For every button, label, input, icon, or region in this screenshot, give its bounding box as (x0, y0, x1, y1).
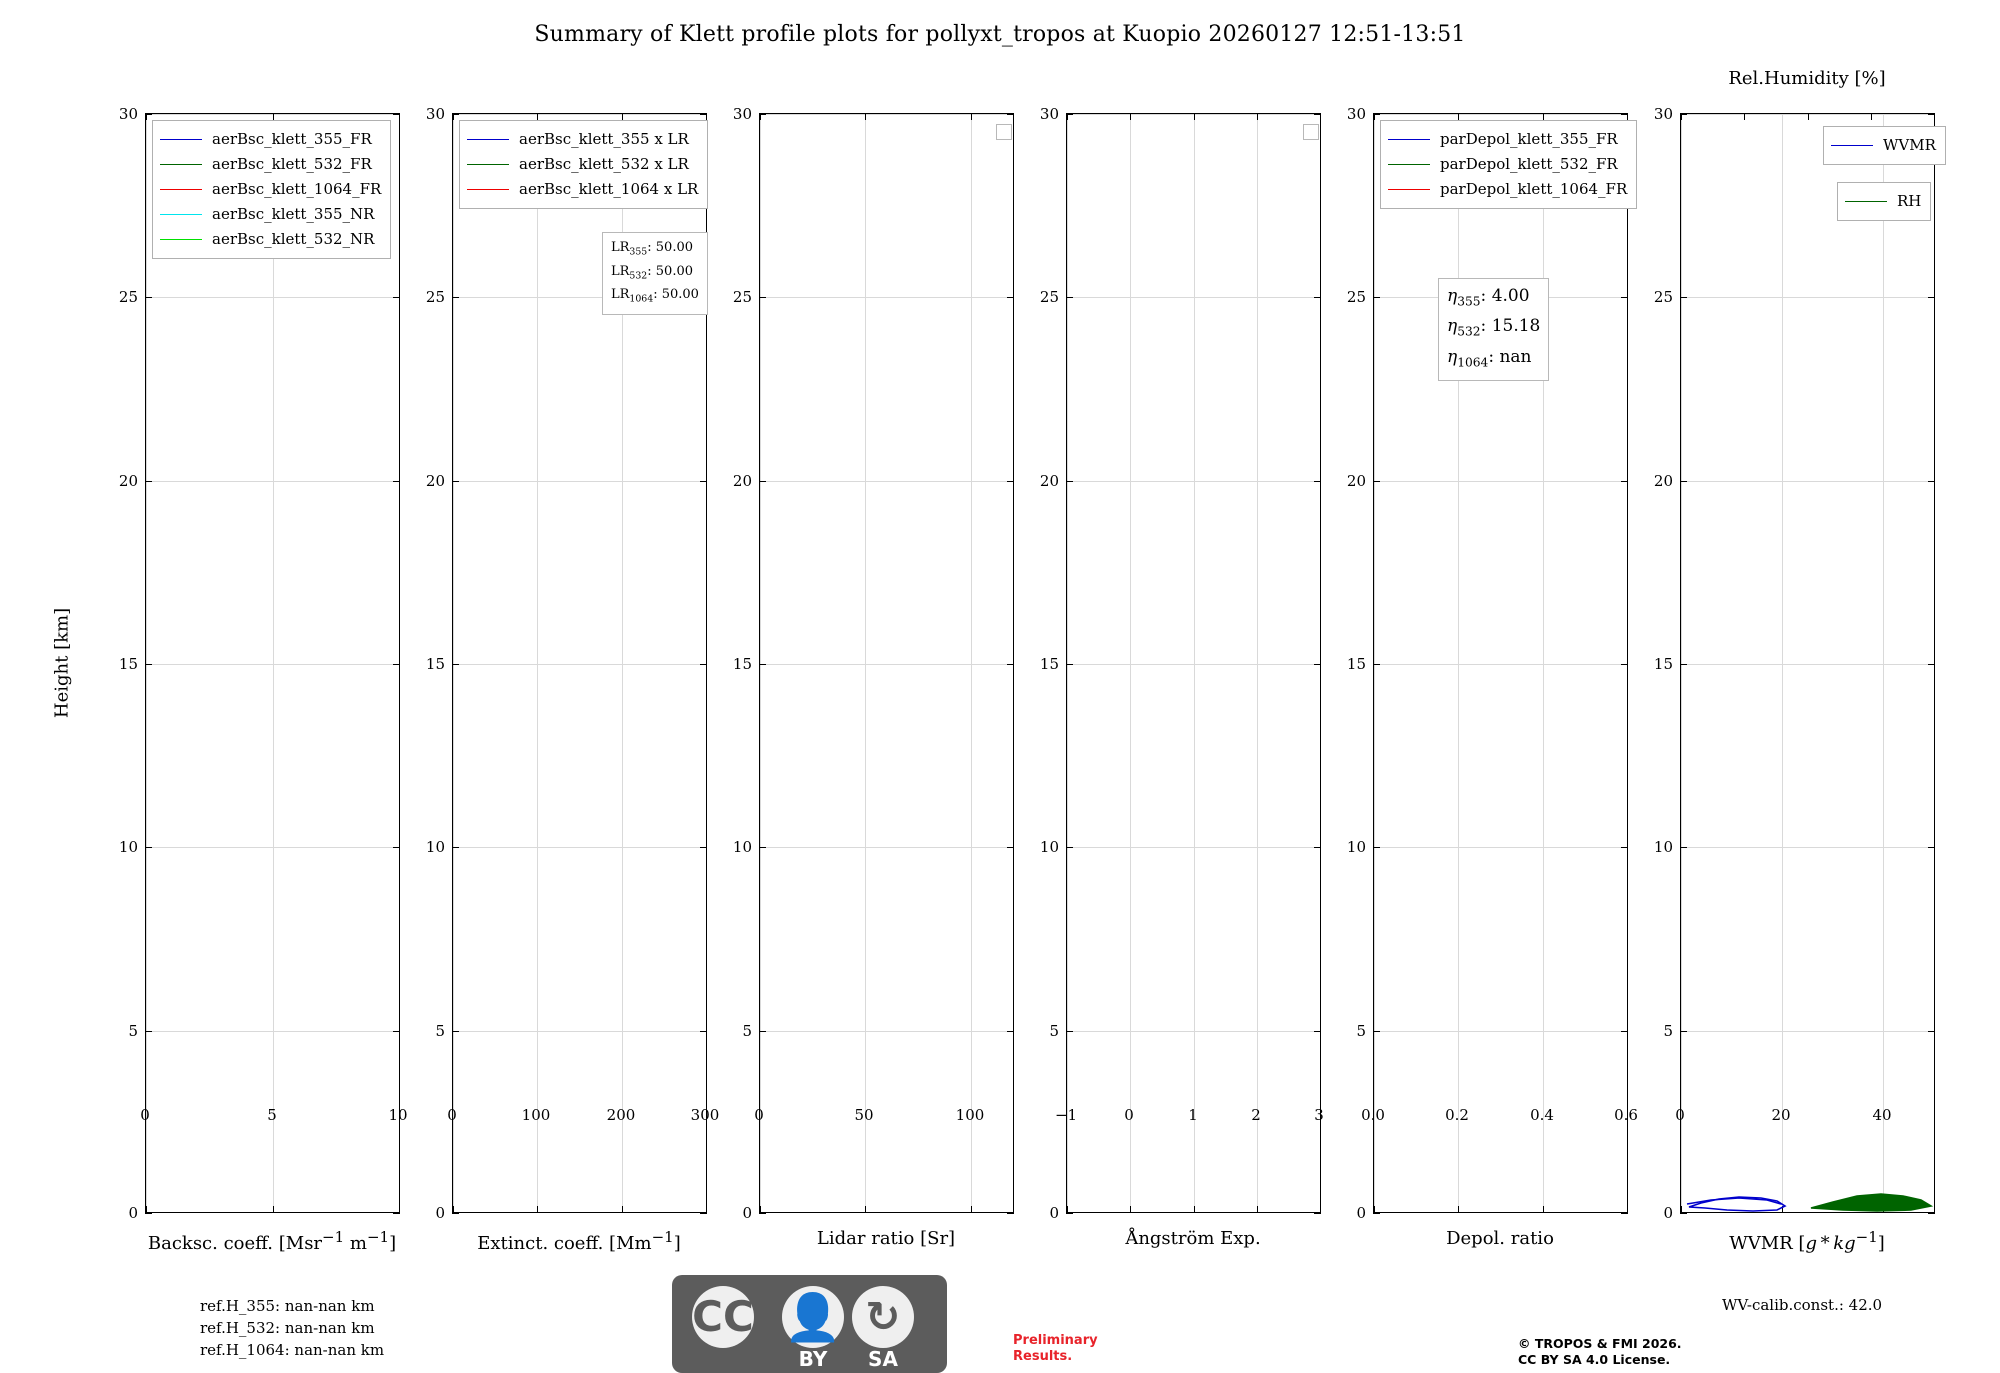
y-tick-label: 20 (118, 471, 138, 490)
panel-wvmr-rh (1653, 105, 1935, 1222)
annotation-subscript: 532 (629, 270, 648, 282)
y-tick-label: 0 (1049, 1204, 1059, 1222)
cc-by-label: BY (798, 1347, 828, 1371)
y-tick-label: 20 (1346, 471, 1366, 490)
legend-swatch (1388, 139, 1430, 140)
x-tick-label: 5 (267, 1106, 277, 1124)
y-tick-label: 15 (1346, 655, 1366, 673)
y-tick-label: 15 (1653, 655, 1673, 673)
x-axis-label-extinction: Extinct. coeff. $[Mm^{-1}]$ (477, 1228, 681, 1254)
legend-extinction (459, 120, 708, 209)
legend-swatch (160, 164, 202, 165)
legend-label: aerBsc_klett_532_NR (212, 230, 375, 248)
legend-label: aerBsc_klett_532_FR (212, 155, 372, 173)
legend-item (1388, 152, 1627, 177)
legend-label: parDepol_klett_532_FR (1440, 155, 1618, 173)
legend-label: parDepol_klett_355_FR (1440, 130, 1618, 148)
panel-backscatter (118, 105, 400, 1222)
lidar-ratio-annotation (602, 232, 708, 315)
x-tick-label: 200 (606, 1106, 636, 1124)
copyright-line: CC BY SA 4.0 License. (1518, 1352, 1671, 1367)
y-axis-label: Height [km] (51, 607, 73, 719)
legend-item (467, 177, 698, 202)
annotation-line: $LR_{355}$: 50.00 (611, 240, 693, 258)
legend-item (467, 152, 698, 177)
person-icon: 👤 (784, 1290, 842, 1344)
legend-item (160, 152, 381, 177)
x-tick-label: 0 (1675, 1106, 1685, 1124)
y-tick-label: 30 (1653, 105, 1673, 123)
legend-backscatter (152, 120, 391, 259)
x-tick-label: 0 (140, 1106, 150, 1124)
annotation-subscript: 532 (1457, 324, 1481, 339)
x-tick-label: 0 (1124, 1106, 1134, 1124)
x-tick-label: 10 (388, 1106, 408, 1124)
legend-swatch (467, 189, 509, 190)
y-tick-label: 0 (128, 1204, 138, 1222)
preliminary-line: Results. (1013, 1349, 1073, 1364)
y-tick-label: 15 (1039, 655, 1059, 673)
rh-data-line (1681, 114, 1936, 1214)
annotation-subscript: 355 (1457, 294, 1481, 309)
annotation-line: $\eta_{355}$: 4.00 (1447, 286, 1530, 309)
legend-item (160, 127, 381, 152)
y-tick-label: 10 (1346, 838, 1366, 857)
y-tick-label: 5 (742, 1021, 752, 1040)
legend-depol (1380, 120, 1637, 209)
y-tick-label: 5 (1356, 1021, 1366, 1040)
ref-height-line: ref.H_532: nan-nan km (200, 1319, 375, 1337)
copyright-line: © TROPOS & FMI 2026. (1518, 1336, 1682, 1351)
x-tick-label: 100 (521, 1106, 551, 1124)
legend-item (1831, 133, 1936, 158)
legend-label: aerBsc_klett_355_NR (212, 205, 375, 223)
legend-wvmr (1823, 126, 1946, 165)
y-tick-label: 20 (1653, 471, 1673, 490)
y-tick-label: 0 (1663, 1204, 1673, 1222)
page-title: Summary of Klett profile plots for pollyxt_tropos at Kuopio 20260127 12:51-13:51 (534, 22, 1466, 47)
y-tick-label: 10 (732, 838, 752, 857)
legend-label: aerBsc_klett_355_FR (212, 130, 372, 148)
legend-item (1388, 127, 1627, 152)
x-tick-label: 300 (690, 1106, 720, 1124)
ref-height-line: ref.H_355: nan-nan km (200, 1297, 375, 1315)
x-axis-label-lidar-ratio: Lidar ratio [Sr] (816, 1228, 956, 1249)
y-tick-label: 0 (742, 1204, 752, 1222)
legend-swatch (160, 214, 202, 215)
y-tick-label: 25 (425, 288, 445, 307)
y-tick-label: 25 (118, 288, 138, 307)
x-tick-label: 0 (447, 1106, 457, 1124)
empty-legend-box-angstrom (1303, 124, 1319, 140)
y-tick-label: 10 (1653, 838, 1673, 857)
legend-label: aerBsc_klett_355 x LR (519, 130, 689, 148)
y-tick-label: 10 (118, 838, 138, 857)
legend-swatch (1845, 201, 1887, 202)
annotation-line: $\eta_{532}$: 15.18 (1447, 316, 1541, 339)
ref-height-line: ref.H_1064: nan-nan km (200, 1341, 385, 1359)
y-tick-label: 0 (435, 1204, 445, 1222)
y-tick-label: 25 (732, 288, 752, 307)
legend-item (1845, 189, 1921, 214)
legend-label: aerBsc_klett_1064 x LR (519, 180, 699, 198)
legend-swatch (467, 164, 509, 165)
annotation-value: 50.00 (655, 240, 693, 255)
x-tick-label: 3 (1314, 1106, 1324, 1124)
reference-heights (200, 1295, 384, 1361)
legend-item (160, 227, 381, 252)
annotation-line: $\eta_{1064}$: nan (1447, 346, 1532, 370)
eta-annotation (1438, 278, 1549, 381)
x-tick-label: 50 (854, 1106, 874, 1124)
x-tick-label: 0.6 (1614, 1106, 1638, 1124)
legend-label: aerBsc_klett_1064_FR (212, 180, 382, 198)
annotation-subscript: 1064 (1457, 355, 1489, 370)
legend-swatch (1388, 164, 1430, 165)
panel-angstrom (1039, 105, 1321, 1222)
legend-label: parDepol_klett_1064_FR (1440, 180, 1628, 198)
y-tick-label: 0 (1356, 1204, 1366, 1222)
x-tick-label: 2 (1251, 1106, 1261, 1124)
y-tick-label: 25 (1346, 288, 1366, 307)
y-tick-label: 5 (128, 1021, 138, 1040)
y-tick-label: 20 (425, 471, 445, 490)
x-tick-label: 1 (1188, 1106, 1198, 1124)
y-tick-label: 20 (1039, 471, 1059, 490)
panel-lidar-ratio (732, 105, 1014, 1222)
top-axis-label-rh: Rel.Humidity [%] (1728, 68, 1886, 89)
legend-label: aerBsc_klett_532 x LR (519, 155, 689, 173)
y-tick-label: 15 (425, 655, 445, 673)
x-axis-label-wvmr: WVMR $[g * kg^{-1}]$ (1729, 1228, 1885, 1254)
y-tick-label: 30 (1346, 105, 1366, 123)
annotation-value: 50.00 (661, 287, 699, 303)
empty-legend-box-lidar-ratio (996, 124, 1012, 140)
wv-calib-const: WV-calib.const.: 42.0 (1722, 1296, 1883, 1314)
legend-swatch (1388, 189, 1430, 190)
legend-swatch (160, 139, 202, 140)
y-tick-label: 30 (118, 105, 138, 123)
annotation-line: $LR_{532}$: 50.00 (611, 263, 693, 282)
y-tick-label: 25 (1039, 288, 1059, 307)
preliminary-line: Preliminary (1013, 1333, 1098, 1348)
x-tick-label: 100 (955, 1106, 985, 1124)
annotation-value: nan (1499, 346, 1532, 367)
y-tick-label: 30 (1039, 105, 1059, 123)
y-tick-label: 20 (732, 471, 752, 490)
legend-swatch (1831, 145, 1873, 146)
y-tick-label: 10 (425, 838, 445, 857)
annotation-value: 50.00 (655, 263, 693, 279)
x-tick-label: 40 (1872, 1106, 1892, 1124)
y-tick-label: 10 (1039, 838, 1059, 857)
share-alike-icon: ↻ (865, 1292, 901, 1341)
preliminary-results-note (1013, 1333, 1098, 1365)
x-axis-label-backscatter: Backsc. coeff. [Msr$^{-1}$ $m^{-1}$] (147, 1228, 397, 1254)
legend-swatch (160, 189, 202, 190)
legend-item (1388, 177, 1627, 202)
x-tick-label: −1 (1054, 1106, 1078, 1124)
annotation-subscript: 1064 (629, 293, 654, 305)
y-tick-label: 30 (425, 105, 445, 123)
y-tick-label: 15 (118, 655, 138, 673)
annotation-line: $LR_{1064}$: 50.00 (611, 287, 699, 305)
copyright-note (1518, 1336, 1682, 1368)
y-tick-label: 5 (435, 1021, 445, 1040)
x-tick-label: 0.4 (1530, 1106, 1554, 1124)
x-tick-label: 0.0 (1361, 1106, 1385, 1124)
legend-label: RH (1897, 192, 1922, 210)
annotation-value: 15.18 (1491, 316, 1541, 337)
x-tick-label: 0.2 (1445, 1106, 1469, 1124)
legend-item (467, 127, 698, 152)
cc-license-badge[interactable] (672, 1275, 947, 1373)
legend-rh (1837, 182, 1931, 221)
y-tick-label: 30 (732, 105, 752, 123)
x-axis-label-angstrom: Ångström Exp. (1125, 1228, 1261, 1249)
x-tick-label: 0 (754, 1106, 764, 1124)
legend-item (160, 202, 381, 227)
legend-swatch (160, 239, 202, 240)
y-tick-label: 15 (732, 655, 752, 673)
legend-label: WVMR (1883, 136, 1936, 154)
annotation-value: 4.00 (1491, 286, 1530, 306)
cc-sa-label: SA (868, 1347, 898, 1371)
annotation-subscript: 355 (629, 246, 648, 258)
cc-letters-icon: CC (692, 1292, 754, 1341)
x-axis-label-depol: Depol. ratio (1446, 1228, 1554, 1249)
y-tick-label: 5 (1663, 1021, 1673, 1040)
legend-swatch (467, 139, 509, 140)
y-tick-label: 25 (1653, 288, 1673, 307)
x-tick-label: 20 (1771, 1106, 1791, 1124)
legend-item (160, 177, 381, 202)
y-tick-label: 5 (1049, 1021, 1059, 1040)
